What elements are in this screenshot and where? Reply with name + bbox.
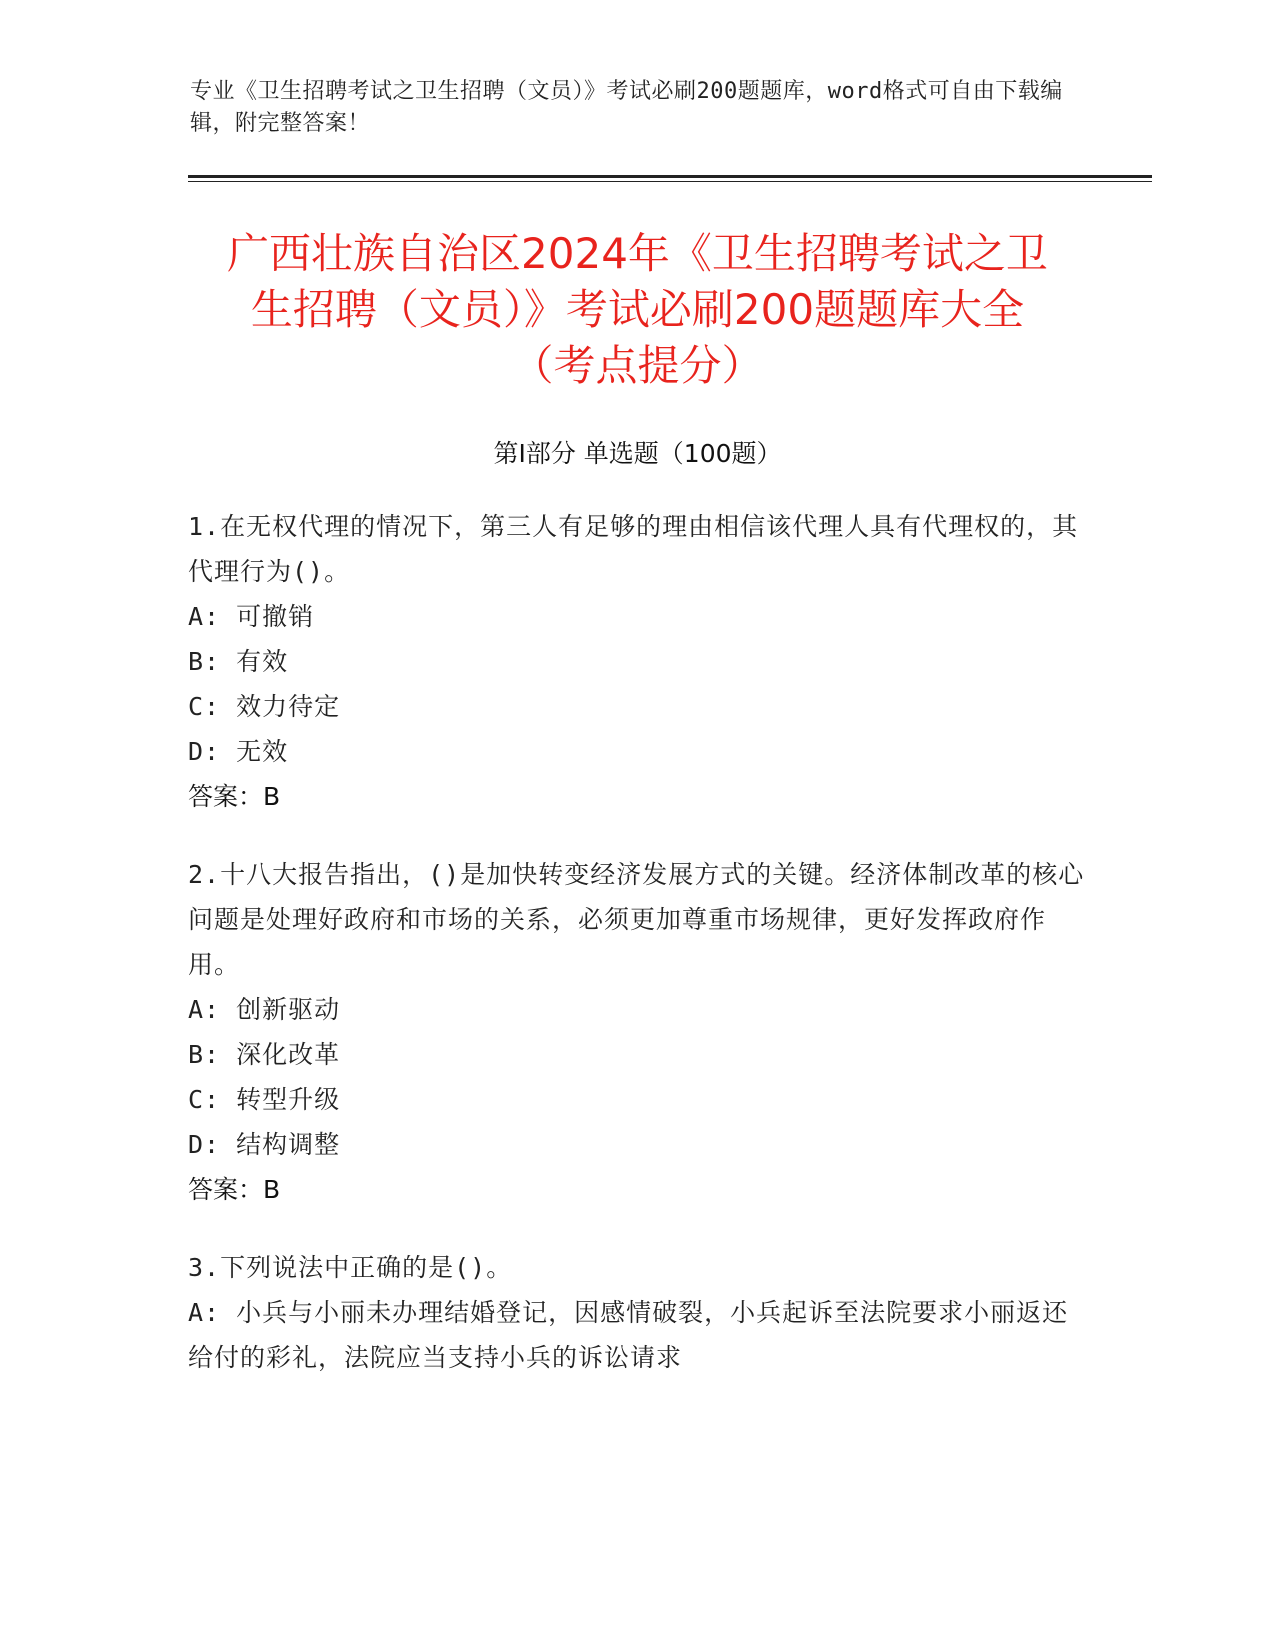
option-a: [188, 987, 1088, 1032]
question-3: [188, 1245, 1088, 1380]
option-c: [188, 1077, 1088, 1122]
option-b: [188, 639, 1088, 684]
option-key: C:: [188, 692, 221, 721]
question-stem: 3.下列说法中正确的是()。: [188, 1253, 513, 1282]
option-key: C:: [188, 1085, 221, 1114]
question-1: [188, 504, 1088, 819]
option-a: [188, 594, 1088, 639]
header-rule-thin: [188, 181, 1152, 182]
option-key: D:: [188, 1130, 221, 1159]
option-text: 小兵与小丽未办理结婚登记，因感情破裂，小兵起诉至法院要求小丽返还给付的彩礼，法院应当支持小兵的诉讼请求: [188, 1298, 1069, 1372]
answer: 答案：B: [188, 782, 281, 811]
option-key: A:: [188, 995, 221, 1024]
question-2: [188, 852, 1088, 1212]
option-d: [188, 729, 1088, 774]
title-line-3: （考点提分）: [511, 341, 764, 390]
title-line-1: 广西壮族自治区2024年《卫生招聘考试之卫: [227, 229, 1048, 278]
option-text: 可撤销: [236, 602, 315, 631]
option-text: 效力待定: [236, 692, 341, 721]
option-text: 无效: [236, 737, 289, 766]
option-text: 深化改革: [236, 1040, 341, 1069]
option-key: B:: [188, 647, 221, 676]
title-line-2: 生招聘（文员）》考试必刷200题题库大全: [250, 285, 1025, 334]
option-d: [188, 1122, 1088, 1167]
option-c: [188, 684, 1088, 729]
question-stem: 1.在无权代理的情况下，第三人有足够的理由相信该代理人具有代理权的，其代理行为()。: [188, 512, 1079, 586]
option-text: 有效: [236, 647, 289, 676]
option-key: A:: [188, 602, 221, 631]
option-key: A:: [188, 1298, 221, 1327]
header-note: 专业《卫生招聘考试之卫生招聘（文员）》考试必刷200题题库，word格式可自由下载编辑，附完整答案！: [190, 79, 1063, 136]
option-text: 结构调整: [236, 1130, 341, 1159]
option-b: [188, 1032, 1088, 1077]
option-key: D:: [188, 737, 221, 766]
document-title: [150, 226, 1125, 394]
option-text: 转型升级: [236, 1085, 341, 1114]
section-title: 第I部分 单选题（100题）: [493, 439, 782, 468]
option-text: 创新驱动: [236, 995, 341, 1024]
header-rule-thick: [188, 175, 1152, 178]
answer: 答案：B: [188, 1175, 281, 1204]
option-key: B:: [188, 1040, 221, 1069]
option-a: [188, 1290, 1088, 1380]
question-stem: 2.十八大报告指出，()是加快转变经济发展方式的关键。经济体制改革的核心问题是处理好政府和市场的关系，必须更加尊重市场规律，更好发挥政府作用。: [188, 860, 1085, 979]
